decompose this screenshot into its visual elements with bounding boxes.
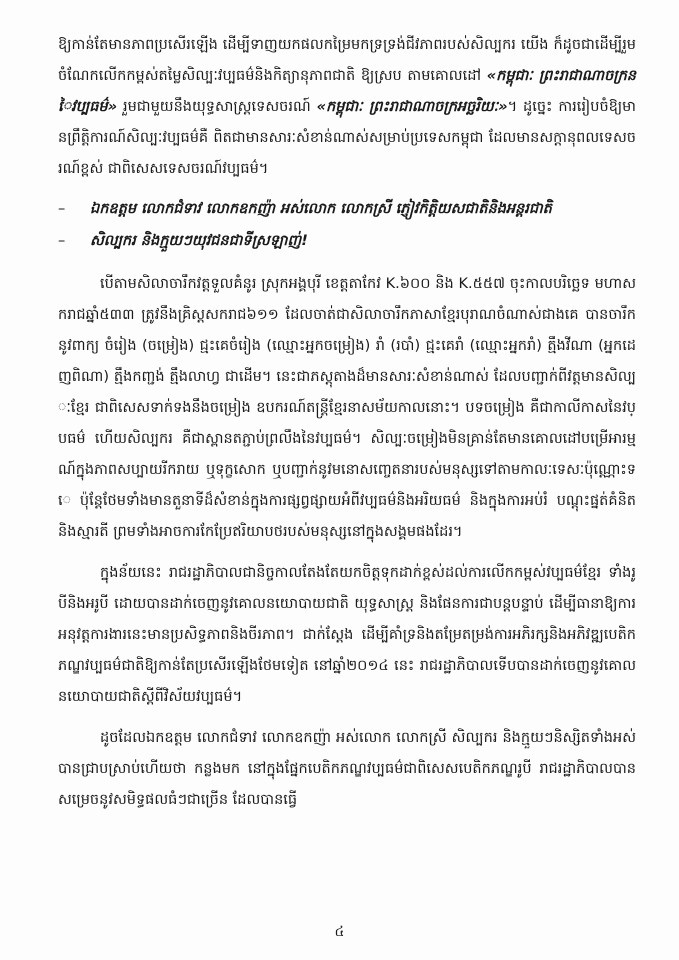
dash-marker: – [58,233,66,249]
salutation-text: សិល្បករ និងក្មួយៗយុវជនជាទីស្រឡាញ់! [90,233,308,249]
paragraph-3: ក្នុងន័យនេះ រាជរដ្ឋាភិបាលជានិច្ចកាលតែងតែយកចិត្តទុកដាក់ខ្ពស់ដល់ការលើកកម្ពស់វប្បធម៌ខ្មែរ ទាំងរូបីនិងអរូបី ដោយបានដាក់ចេញនូវគោលនយោបាយជាតិ យុទ្ធសាស្ត្រ និងផែនការជាបន្តបន្ទាប់ ដើម្បីធានាឱ្យការអនុវត្តការងារនេះមានប្រសិទ្ធភាពនិងចីរភាព។ ជាក់ស្តែង ដើម្បីគាំទ្រនិងតម្រែតម្រង់ការអភិរក្សនិងអភិវឌ្ឍបេតិកភណ្ឌវប្បធម៌ជាតិឱ្យកាន់តែប្រសើរឡើងថែមទៀត នៅឆ្នាំ២០១៤ នេះ រាជរដ្ឋាភិបាលទើបបានដាក់ចេញនូវគោលនយោបាយជាតិស្តីពីវិស័យវប្បធម៌។ [58,565,636,705]
page-number: ៤ [334,924,345,940]
paragraph-1-text-c: ។ ដូច្នេះ ការរៀបចំឱ្យមានព្រឹត្តិការណ៍សិល្បៈវប្បធម៌គឺ ពិតជាមានសារៈសំខាន់ណាស់សម្រាប់ប្រទេសកម្ពុជា ដែលមានសក្តានុពលទេសចរណ៍ខ្ពស់ ជាពិសេសទេសចរណ៍វប្បធម៌។ [58,99,636,177]
slogan-kingdom-of-wonder: «កម្ពុជាៈ ព្រះរាជាណាចក្រអច្ឆរិយៈ» [316,99,508,115]
paragraph-1-text-a: ឱ្យកាន់តែមានភាពប្រសើរឡើង ដើម្បីទាញយកផលកម្រៃមកទ្រទ្រង់ជីវភាពរបស់សិល្បករ យើង ក៏ដូចជាដើម្បីរួមចំណែកលើកកម្ពស់តម្លៃសិល្បៈវប្បធម៌និងកិត្យានុភាពជាតិ ឱ្យស្រប តាមគោលដៅ [58,37,636,84]
paragraph-2: បើតាមសិលាចារឹកវត្តទួលគំនូរ ស្រុកអង្គបុរី ខេត្តតាកែវ K.៦០០ និង K.៥៥៧ ចុះកាលបរិច្ឆេទ មហាសករាជឆ្នាំ៥៣៣ ត្រូវនឹងគ្រិស្តសករាជ៦១១ ដែលចាត់ជាសិលាចារឹកភាសាខ្មែរបុរាណចំណាស់ជាងគេ បានចារឹកនូវពាក្យ ចំរៀង (ចម្រៀង) ជ្មះគេចំរៀង (ឈ្មោះអ្នកចម្រៀង) រាំ (របាំ) ជ្មះគេរាំ (ឈ្មោះអ្នករាំ) ត្មឹងវីណា (អ្នកដេញពិណា) ត្មឹងកញ្ជង់ ត្មឹងលាហ្វ ជាដើម។ នេះជាភស្តុតាងដ៏មានសារៈសំខាន់ណាស់ ដែលបញ្ជាក់ពីវត្តមានសិល្បៈខ្មែរ ជាពិសេសទាក់ទងនឹងចម្រៀង ឧបករណ៍តន្ត្រីខ្មែរនាសម័យកាលនោះ។ បទចម្រៀង គឺជាកាលីកាសនៃវប្បធម៌ ហើយសិល្បករ គឺជាស្ពានតភ្ជាប់ព្រលឹងនៃវប្បធម៌។ សិល្បៈចម្រៀងមិនគ្រាន់តែមានគោលដៅបម្រើអារម្មណ៍ក្នុងភាពសប្បាយរីករាយ ឬទុក្ខសោក ឬបញ្ជាក់នូវមនោសញ្ចេតនារបស់មនុស្សទៅតាមកាលៈទេសៈប៉ុណ្ណោះទេ ប៉ុន្តែថែមទាំងមានតួនាទីដ៏សំខាន់ក្នុងការផ្សព្វផ្សាយអំពីវប្បធម៌និងអរិយធម៌ និងក្នុងការអប់រំ បណ្តុះផ្នត់គំនិត និងស្មារតី ព្រមទាំងអាចការកែប្រែឥរិយាបថរបស់មនុស្សនៅក្នុងសង្គមផងដែរ។ [58,276,636,540]
salutation-list [58,193,636,257]
slogan-kingdom-of-culture: «កម្ពុជាៈ ព្រះរាជាណាចក្រនៃវប្បធម៌» [58,68,636,115]
salutation-text: ឯកឧត្តម លោកជំទាវ លោកឧកញ៉ា អស់លោក លោកស្រី ភ្ញៀវកិត្តិយសជាតិនិងអន្តរជាតិ [90,201,552,217]
paragraph-1 [58,30,636,185]
paragraph-1-text-b: រួមជាមួយនឹងយុទ្ធសាស្ត្រទេសចរណ៍ [117,99,317,115]
paragraph-4: ដូចដែលឯកឧត្តម លោកជំទាវ លោកឧកញ៉ា អស់លោក លោកស្រី សិល្បករ និងក្មួយៗនិស្សិតទាំងអស់ បានជ្រាបស្រាប់ហើយថា កន្លងមក នៅក្នុងផ្នែកបេតិកភណ្ឌវប្បធម៌ជាពិសេសបេតិកភណ្ឌរូបី រាជរដ្ឋាភិបាលបានសម្រេចនូវសមិទ្ធផលធំៗជាច្រើន ដែលបានធ្វើ [58,730,636,808]
dash-marker: – [58,201,66,217]
salutation-item [58,193,636,225]
salutation-item [58,225,636,257]
page-body [58,30,636,816]
